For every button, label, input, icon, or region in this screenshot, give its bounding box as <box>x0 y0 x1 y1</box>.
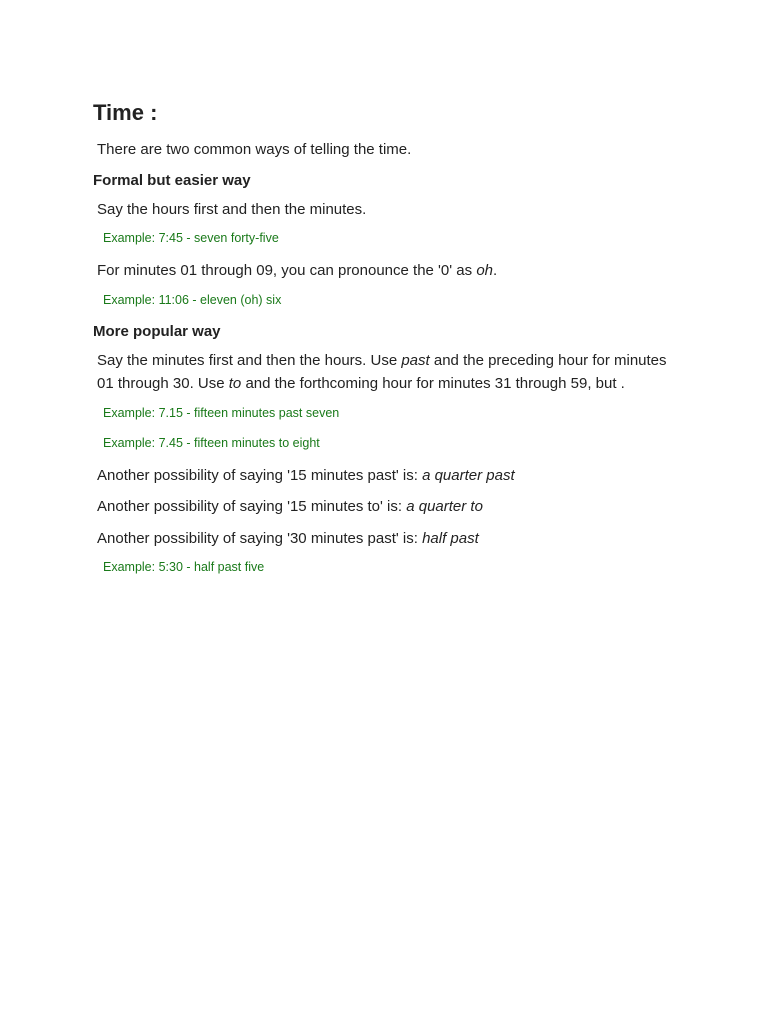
alt2-text: Another possibility of saying '15 minutes to' is: <box>97 498 407 515</box>
popular-paragraph-1 <box>97 349 683 396</box>
alt2-em: a quarter to <box>406 498 483 515</box>
page-title: Time : <box>93 100 158 125</box>
popular-section <box>93 321 683 577</box>
formal-section <box>93 170 683 309</box>
formal-heading: Formal but easier way <box>93 171 251 189</box>
formal-example-1: Example: 7:45 - seven forty-five <box>103 231 279 245</box>
alt3-em: half past <box>422 529 479 547</box>
popular-p1-b: and the preceding hour for minutes 01 through 30. Use <box>97 351 667 392</box>
formal-example-2: Example: 11:06 - eleven (oh) six <box>103 292 282 307</box>
popular-p1-c: and the forthcoming hour for minutes 31 through 59, but . <box>241 375 625 392</box>
alt-half-past <box>97 527 683 551</box>
formal-p2-oh: oh <box>476 262 493 279</box>
popular-p1-a: Say the minutes first and then the hours. Use <box>97 351 402 369</box>
formal-p2-end: . <box>493 262 498 279</box>
document-content <box>93 98 683 588</box>
popular-example-3: Example: 5:30 - half past five <box>103 560 265 574</box>
alt1-text: Another possibility of saying '15 minutes past' is: <box>97 466 423 484</box>
formal-p2-text: For minutes 01 through 09, you can pronounce the '0' as <box>97 262 477 279</box>
alt3-text: Another possibility of saying '30 minutes past' is: <box>97 529 423 547</box>
formal-paragraph-1: Say the hours first and then the minutes. <box>97 200 367 218</box>
alt-quarter-to <box>97 495 683 519</box>
popular-p1-to: to <box>228 375 242 392</box>
popular-p1-past: past <box>401 351 430 369</box>
popular-example-2: Example: 7.45 - fifteen minutes to eight <box>103 435 320 450</box>
formal-paragraph-2 <box>97 259 683 283</box>
intro-paragraph: There are two common ways of telling the time. <box>97 141 412 158</box>
alt1-em: a quarter past <box>422 466 515 484</box>
alt-quarter-past <box>97 464 683 488</box>
popular-example-1: Example: 7.15 - fifteen minutes past seven <box>103 405 340 420</box>
popular-heading: More popular way <box>93 322 221 340</box>
